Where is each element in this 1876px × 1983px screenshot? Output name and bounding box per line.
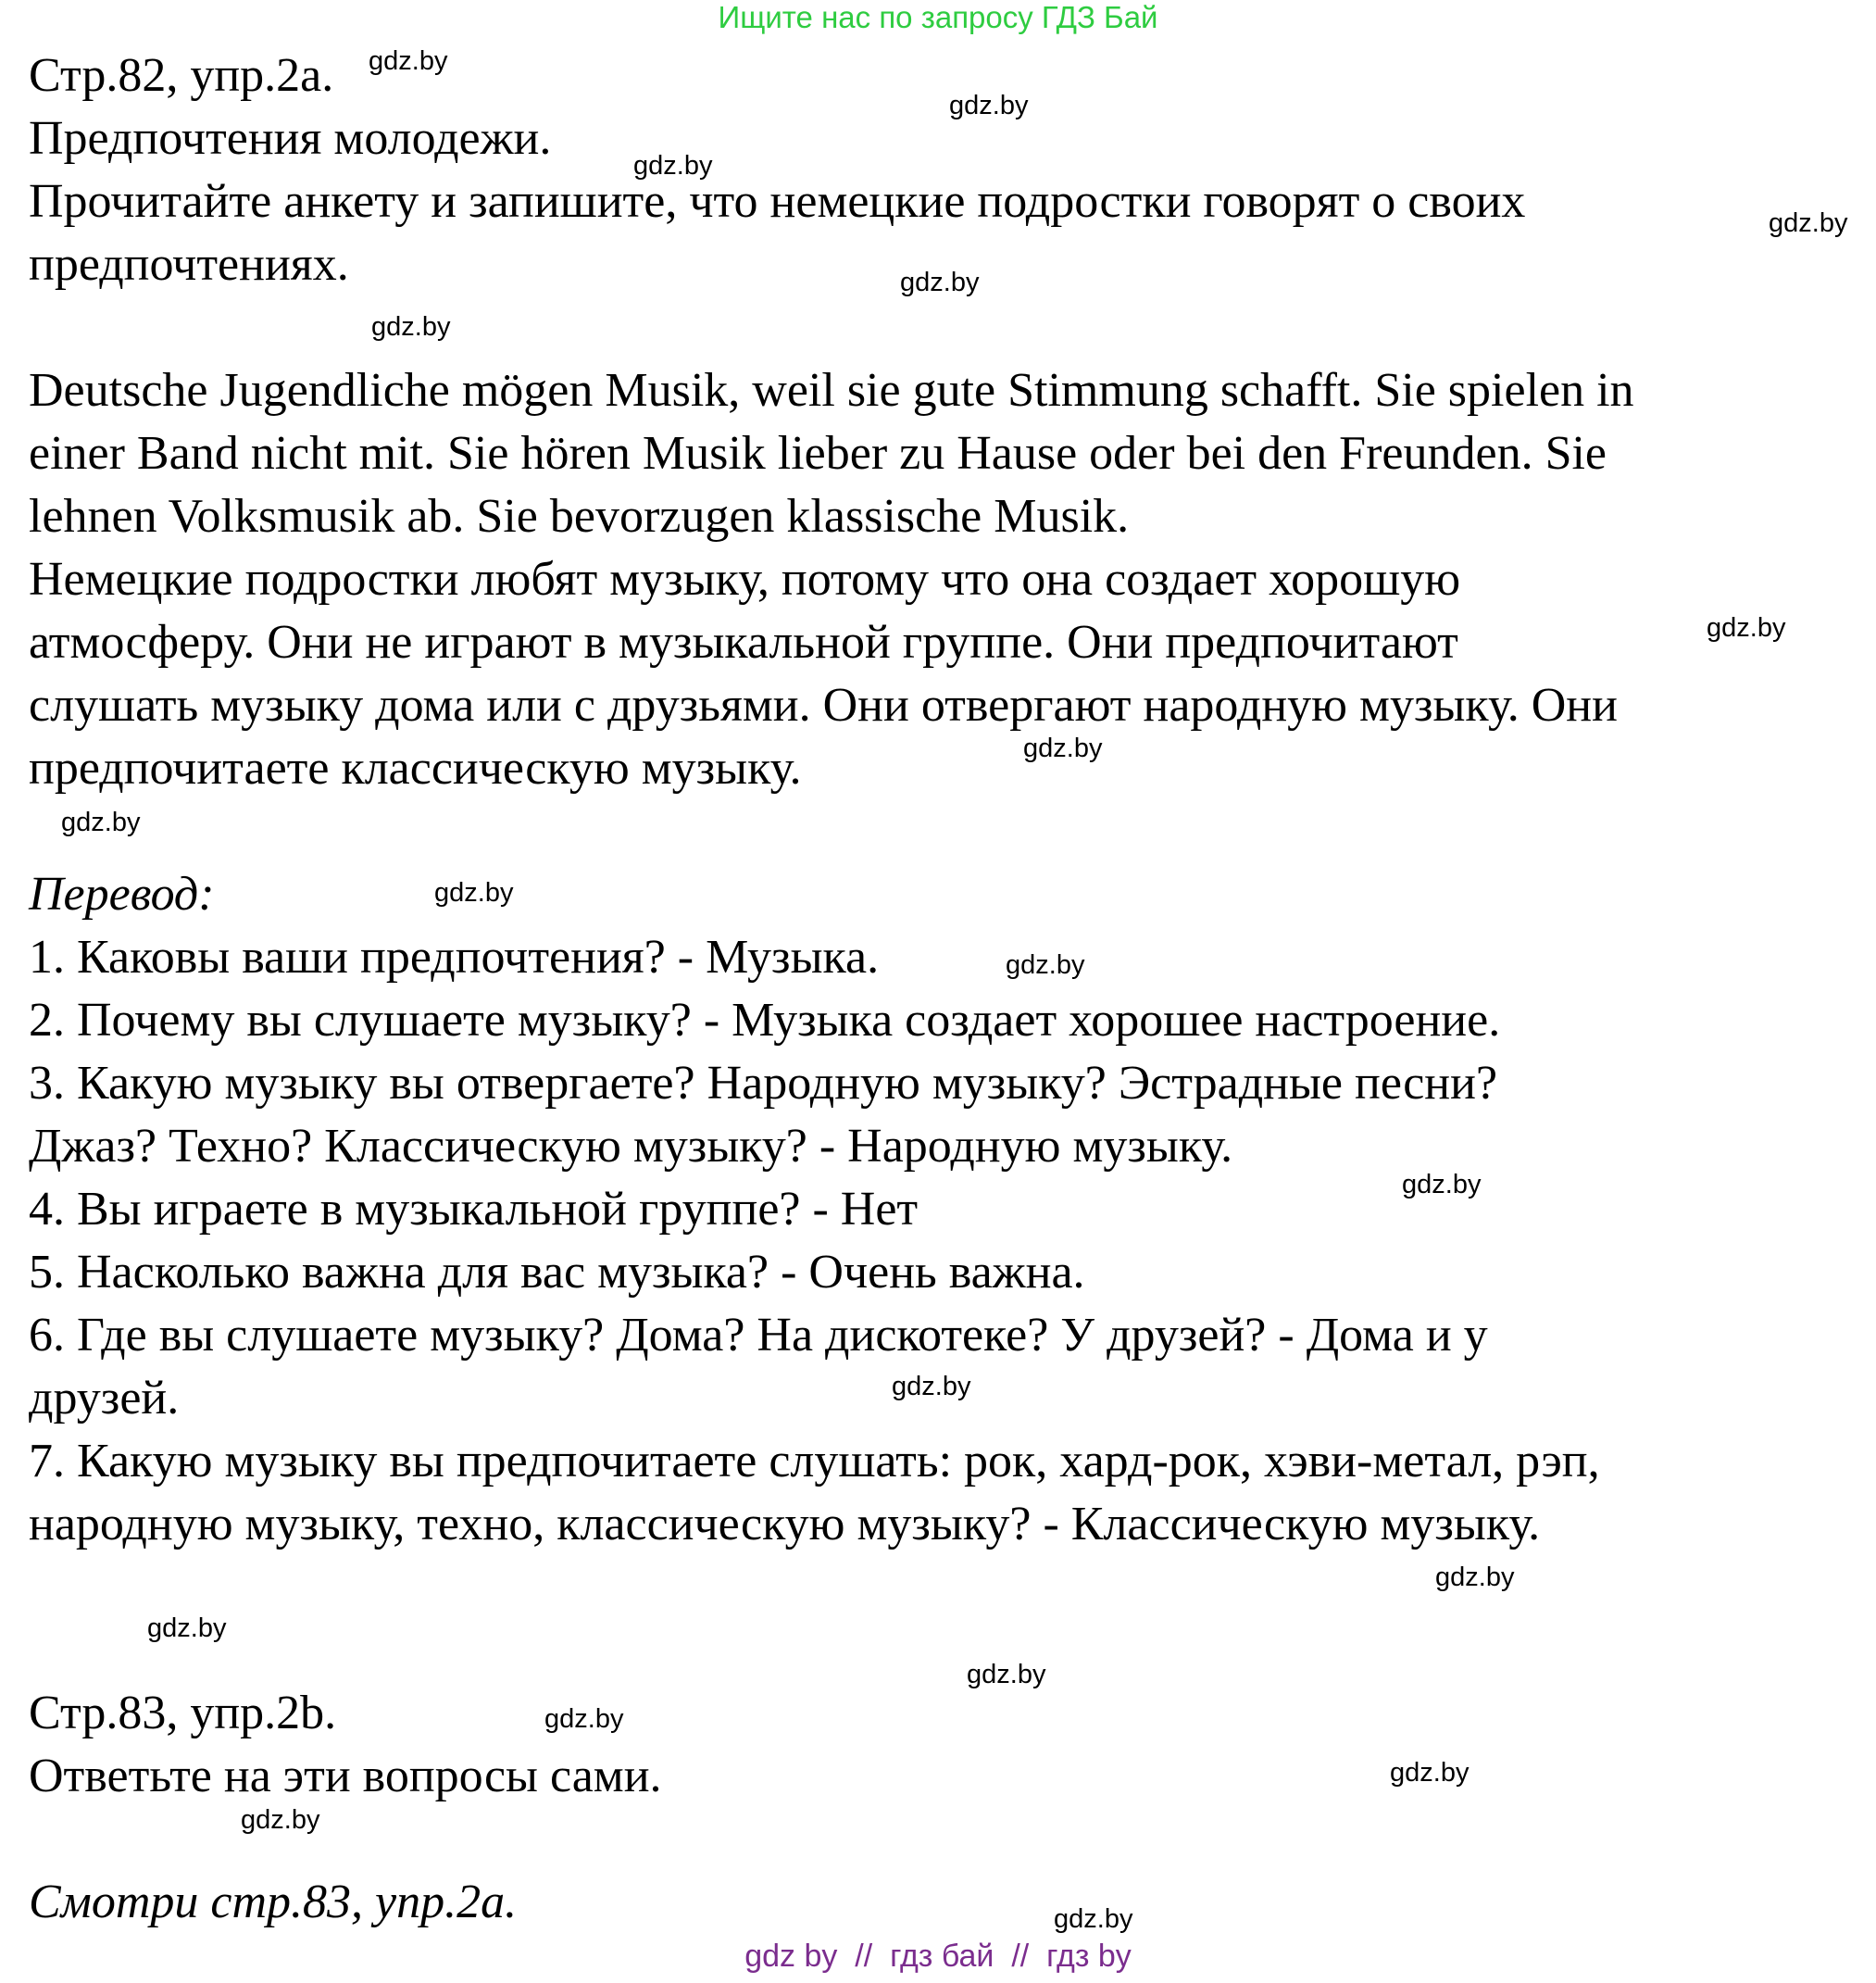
- translation-line: 7. Какую музыку вы предпочитаете слушать: рок, хард-рок, хэви-метал, рэп,: [29, 1435, 1600, 1487]
- watermark: gdz.by: [967, 1660, 1046, 1689]
- blank-line: [29, 800, 1862, 863]
- watermark: gdz.by: [1769, 208, 1848, 238]
- russian-text-line: предпочитаете классическую музыку.: [29, 742, 802, 795]
- reference-note: Смотри стр.83, упр.2а.: [29, 1876, 518, 1928]
- section-heading: Стр.83, упр.2b.: [29, 1687, 337, 1739]
- watermark: gdz.by: [892, 1372, 971, 1401]
- translation-line: 4. Вы играете в музыкальной группе? - Нет: [29, 1183, 919, 1236]
- russian-text-line: атмосферу. Они не играют в музыкальной группе. Они предпочитают: [29, 616, 1458, 669]
- german-text-line: lehnen Volksmusik ab. Sie bevorzugen klassische Musik.: [29, 490, 1130, 543]
- watermark: gdz.by: [241, 1805, 320, 1835]
- section-title: Предпочтения молодежи.: [29, 112, 552, 165]
- translation-line: 5. Насколько важна для вас музыка? - Очень важна.: [29, 1246, 1085, 1299]
- translation-line: Джаз? Техно? Классическую музыку? - Народную музыку.: [29, 1120, 1233, 1173]
- blank-line: [29, 296, 1862, 359]
- translation-line: друзей.: [29, 1372, 180, 1424]
- translation-label: Перевод:: [29, 868, 215, 921]
- translation-line: 2. Почему вы слушаете музыку? - Музыка создает хорошее настроение.: [29, 994, 1501, 1047]
- russian-text-line: Немецкие подростки любят музыку, потому что она создает хорошую: [29, 553, 1461, 606]
- german-text-line: Deutsche Jugendliche mögen Musik, weil sie gute Stimmung schafft. Sie spielen in: [29, 364, 1634, 417]
- watermark: gdz.by: [371, 312, 451, 342]
- watermark: gdz.by: [1435, 1563, 1515, 1592]
- footer-links: gdz by // гдз бай // гдз by: [744, 1939, 1132, 1974]
- blank-line: [29, 1556, 1862, 1619]
- german-text-line: einer Band nicht mit. Sie hören Musik lieber zu Hause oder bei den Freunden. Sie: [29, 427, 1607, 480]
- translation-line: 3. Какую музыку вы отвергаете? Народную музыку? Эстрадные песни?: [29, 1057, 1498, 1110]
- top-banner: Ищите нас по запросу ГДЗ Бай: [718, 0, 1158, 34]
- watermark: gdz.by: [949, 91, 1029, 120]
- russian-text-line: слушать музыку дома или с друзьями. Они отвергают народную музыку. Они: [29, 679, 1618, 732]
- watermark: gdz.by: [1707, 613, 1786, 643]
- watermark: gdz.by: [1390, 1758, 1470, 1788]
- watermark: gdz.by: [1006, 950, 1085, 980]
- watermark: gdz.by: [1054, 1904, 1133, 1934]
- section-instruction: Ответьте на эти вопросы сами.: [29, 1750, 662, 1802]
- watermark: gdz.by: [369, 46, 448, 76]
- translation-line: народную музыку, техно, классическую музыку? - Классическую музыку.: [29, 1498, 1541, 1550]
- watermark: gdz.by: [1023, 734, 1103, 763]
- blank-line: [29, 1619, 1862, 1682]
- translation-line: 6. Где вы слушаете музыку? Дома? На дискотеке? У друзей? - Дома и у: [29, 1309, 1488, 1362]
- instruction-line: Прочитайте анкету и запишите, что немецкие подростки говорят о своих: [29, 175, 1526, 228]
- watermark: gdz.by: [147, 1613, 227, 1643]
- watermark: gdz.by: [1402, 1170, 1482, 1199]
- document-body: [29, 44, 1862, 1934]
- watermark: gdz.by: [633, 151, 713, 181]
- watermark: gdz.by: [434, 878, 514, 908]
- watermark: gdz.by: [61, 808, 141, 837]
- instruction-line: предпочтениях.: [29, 238, 349, 291]
- translation-line: 1. Каковы ваши предпочтения? - Музыка.: [29, 931, 880, 984]
- watermark: gdz.by: [900, 268, 980, 297]
- section-heading: Стр.82, упр.2а.: [29, 49, 334, 102]
- watermark: gdz.by: [544, 1704, 624, 1734]
